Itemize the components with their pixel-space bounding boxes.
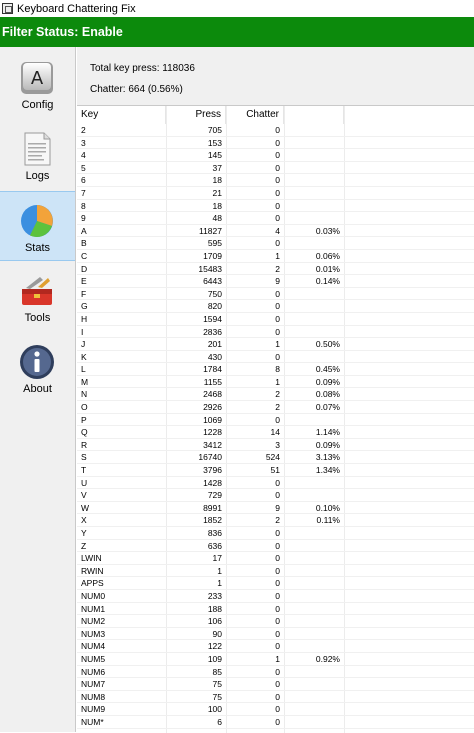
cell-key: RWIN	[81, 565, 104, 576]
nav-about-label: About	[23, 383, 52, 395]
cell-percent	[284, 590, 344, 602]
cell-key: 5	[81, 162, 86, 173]
header-press[interactable]: Press	[166, 106, 226, 124]
cell-percent	[284, 124, 344, 136]
cell-press: 48	[212, 213, 222, 224]
table-row[interactable]	[77, 502, 474, 515]
cell-percent	[284, 691, 344, 703]
cell-key: O	[81, 402, 88, 413]
table-row[interactable]	[77, 237, 474, 250]
cell-press: 595	[207, 238, 222, 249]
cell-chatter: 2	[275, 263, 280, 274]
cell-press: 1428	[203, 477, 222, 488]
cell-chatter: 0	[275, 590, 280, 601]
table-row[interactable]	[77, 212, 474, 225]
cell-press: 729	[207, 490, 222, 501]
cell-key: 2	[81, 125, 86, 135]
cell-key: NUM2	[81, 616, 106, 627]
cell-key: K	[81, 351, 87, 362]
cell-press: 16740	[198, 452, 222, 463]
cell-key: E	[81, 276, 87, 287]
cell-percent	[284, 640, 344, 652]
cell-press: 100	[207, 704, 222, 715]
cell-chatter: 524	[265, 452, 280, 463]
cell-percent: 0.07%	[315, 402, 340, 413]
cell-chatter: 0	[275, 578, 280, 589]
cell-chatter: 1	[275, 653, 280, 664]
cell-press: 145	[207, 150, 222, 161]
cell-chatter: 0	[275, 704, 280, 715]
nav-stats[interactable]	[0, 191, 75, 261]
cell-percent	[284, 174, 344, 186]
cell-press: 15483	[198, 263, 222, 274]
keyboard-key-icon	[18, 59, 56, 97]
cell-percent: 0.09%	[315, 376, 340, 387]
cell-chatter: 9	[275, 502, 280, 513]
table-row[interactable]	[77, 527, 474, 540]
cell-chatter: 14	[270, 427, 280, 438]
header-percent[interactable]	[284, 106, 344, 124]
table-row[interactable]	[77, 263, 474, 276]
cell-key: NUM5	[81, 653, 106, 664]
cell-chatter: 0	[275, 641, 280, 652]
cell-chatter: 3	[275, 439, 280, 450]
cell-key: F	[81, 288, 87, 299]
table-row[interactable]	[77, 351, 474, 364]
cell-percent: 0.50%	[315, 339, 340, 350]
cell-percent: 0.11%	[316, 515, 340, 526]
toolbox-icon	[18, 272, 56, 310]
cell-key: Z	[81, 540, 87, 551]
cell-percent: 0.08%	[315, 389, 340, 400]
cell-key: APPS	[81, 578, 104, 589]
cell-press: 90	[212, 628, 222, 639]
cell-percent	[284, 137, 344, 149]
cell-chatter: 8	[275, 364, 280, 375]
table-row[interactable]	[77, 426, 474, 439]
cell-percent	[284, 628, 344, 640]
cell-key: NUM8	[81, 691, 106, 702]
table-row[interactable]	[77, 590, 474, 603]
cell-key: 3	[81, 137, 86, 148]
cell-percent: 3.13%	[315, 452, 340, 463]
cell-percent	[284, 703, 344, 715]
cell-chatter: 4	[275, 225, 280, 236]
cell-chatter: 0	[275, 553, 280, 564]
nav-tools-label: Tools	[24, 312, 51, 324]
table-row[interactable]	[77, 464, 474, 477]
cell-percent: 0.45%	[315, 364, 340, 375]
cell-percent	[284, 540, 344, 552]
table-row[interactable]	[77, 716, 474, 729]
cell-key: 9	[81, 213, 86, 224]
table-row[interactable]	[77, 451, 474, 464]
cell-chatter: 0	[275, 150, 280, 161]
sidebar	[0, 47, 76, 732]
cell-percent	[284, 351, 344, 363]
cell-percent	[284, 187, 344, 199]
cell-percent	[284, 552, 344, 564]
table-row[interactable]	[77, 489, 474, 502]
table-row[interactable]	[77, 162, 474, 175]
table-row[interactable]	[77, 552, 474, 565]
cell-chatter: 0	[275, 162, 280, 173]
cell-press: 705	[207, 125, 222, 135]
info-icon	[18, 343, 56, 381]
cell-key: H	[81, 313, 88, 324]
cell-chatter: 0	[275, 691, 280, 702]
table-row[interactable]	[77, 401, 474, 414]
cell-key: S	[81, 452, 87, 463]
nav-about[interactable]	[0, 333, 75, 403]
cell-key: J	[81, 339, 86, 350]
cell-percent	[284, 577, 344, 589]
cell-percent	[284, 565, 344, 577]
title-bar[interactable]	[0, 0, 474, 17]
total-key-press: Total key press: 118036	[90, 63, 195, 74]
cell-chatter: 0	[275, 301, 280, 312]
cell-percent	[284, 527, 344, 539]
table-row[interactable]	[77, 149, 474, 162]
cell-press: 75	[212, 679, 222, 690]
cell-percent: 0.14%	[315, 276, 340, 287]
cell-percent	[284, 200, 344, 212]
cell-percent: 0.10%	[315, 502, 340, 513]
chatter-summary: Chatter: 664 (0.56%)	[90, 84, 183, 95]
cell-key: X	[81, 515, 87, 526]
cell-press: 18	[212, 200, 222, 211]
cell-key: B	[81, 238, 87, 249]
cell-chatter: 0	[275, 490, 280, 501]
cell-press: 17	[212, 553, 222, 564]
svg-text:A: A	[30, 68, 44, 89]
table-row[interactable]	[77, 174, 474, 187]
cell-press: 836	[207, 528, 222, 538]
cell-key: NUM0	[81, 590, 106, 601]
nav-stats-label: Stats	[24, 242, 51, 254]
cell-percent: 0.92%	[315, 653, 340, 664]
cell-press: 1784	[203, 364, 222, 375]
cell-press: 2836	[203, 326, 222, 337]
cell-chatter: 0	[275, 628, 280, 639]
cell-press: 21	[212, 187, 222, 198]
cell-key: L	[81, 364, 86, 375]
cell-press: 85	[212, 666, 222, 677]
cell-chatter: 51	[270, 465, 280, 476]
cell-chatter: 1	[275, 339, 280, 350]
cell-chatter: 2	[275, 402, 280, 413]
cell-press: 106	[207, 616, 222, 627]
cell-key: M	[81, 376, 89, 387]
app-window-icon	[2, 3, 13, 14]
table-row[interactable]	[77, 615, 474, 628]
stats-panel	[77, 47, 474, 732]
table-row[interactable]	[77, 703, 474, 716]
cell-chatter: 0	[275, 137, 280, 148]
cell-chatter: 0	[275, 477, 280, 488]
cell-percent	[284, 212, 344, 224]
cell-press: 6	[217, 716, 222, 727]
cell-key: T	[81, 465, 87, 476]
filter-status-bar	[0, 17, 474, 47]
cell-key: NUM*	[81, 716, 104, 727]
cell-percent: 0.01%	[315, 263, 340, 274]
cell-press: 2926	[203, 402, 222, 413]
cell-chatter: 0	[275, 213, 280, 224]
nav-logs[interactable]	[0, 120, 75, 190]
table-row[interactable]	[77, 477, 474, 490]
cell-key: I	[81, 326, 84, 337]
table-row[interactable]	[77, 187, 474, 200]
cell-chatter: 0	[275, 238, 280, 249]
cell-key: NUM3	[81, 628, 106, 639]
cell-press: 188	[207, 603, 222, 614]
filter-status-text: Filter Status: Enable	[2, 25, 123, 39]
cell-percent: 0.09%	[315, 439, 340, 450]
cell-percent: 0.03%	[315, 225, 340, 236]
cell-key: R	[81, 439, 88, 450]
cell-press: 2468	[203, 389, 222, 400]
cell-percent	[284, 678, 344, 690]
cell-percent	[284, 615, 344, 627]
cell-key: NUM4	[81, 641, 106, 652]
cell-chatter: 1	[275, 376, 280, 387]
cell-press: 3412	[203, 439, 222, 450]
cell-percent: 0.06%	[315, 250, 340, 261]
cell-chatter: 0	[275, 716, 280, 727]
cell-chatter: 2	[275, 389, 280, 400]
cell-press: 750	[207, 288, 222, 299]
cell-key: NUM6	[81, 666, 106, 677]
cell-press: 201	[207, 339, 222, 350]
cell-chatter: 1	[275, 250, 280, 261]
cell-key: 8	[81, 200, 86, 211]
nav-config[interactable]	[0, 49, 75, 119]
cell-percent	[284, 489, 344, 501]
cell-chatter: 0	[275, 187, 280, 198]
cell-percent	[284, 414, 344, 426]
table-row[interactable]	[77, 313, 474, 326]
cell-key: C	[81, 250, 88, 261]
cell-key: N	[81, 389, 88, 400]
document-icon	[18, 130, 56, 168]
cell-chatter: 0	[275, 540, 280, 551]
cell-chatter: 0	[275, 200, 280, 211]
table-row[interactable]	[77, 691, 474, 704]
table-row[interactable]	[77, 250, 474, 263]
cell-press: 1228	[203, 427, 222, 438]
cell-key: NUM1	[81, 603, 106, 614]
cell-key: A	[81, 225, 87, 236]
table-row[interactable]	[77, 640, 474, 653]
cell-chatter: 0	[275, 414, 280, 425]
cell-press: 11827	[198, 225, 222, 236]
cell-press: 233	[207, 590, 222, 601]
table-row[interactable]	[77, 514, 474, 527]
table-row[interactable]	[77, 628, 474, 641]
table-row[interactable]	[77, 225, 474, 238]
cell-key: 7	[81, 187, 86, 198]
cell-chatter: 0	[275, 603, 280, 614]
table-row[interactable]	[77, 338, 474, 351]
table-row[interactable]	[77, 137, 474, 150]
cell-chatter: 0	[275, 288, 280, 299]
cell-percent	[284, 149, 344, 161]
cell-press: 6443	[203, 276, 222, 287]
header-key[interactable]: Key	[77, 106, 166, 124]
cell-press: 1069	[203, 414, 222, 425]
table-header	[77, 106, 474, 124]
table-row[interactable]	[77, 540, 474, 553]
table-row[interactable]	[77, 300, 474, 313]
cell-chatter: 9	[275, 276, 280, 287]
table-rows	[77, 124, 474, 729]
window-title: Keyboard Chattering Fix	[17, 2, 136, 15]
cell-chatter: 0	[275, 125, 280, 135]
cell-percent	[284, 237, 344, 249]
table-row[interactable]	[77, 326, 474, 339]
cell-percent	[284, 326, 344, 338]
table-row[interactable]	[77, 439, 474, 452]
cell-chatter: 0	[275, 616, 280, 627]
cell-press: 37	[212, 162, 222, 173]
table-row[interactable]	[77, 275, 474, 288]
cell-chatter: 0	[275, 528, 280, 538]
cell-key: D	[81, 263, 88, 274]
cell-percent	[284, 716, 344, 728]
cell-press: 1852	[203, 515, 222, 526]
table-row[interactable]	[77, 376, 474, 389]
cell-chatter: 0	[275, 351, 280, 362]
cell-key: LWIN	[81, 553, 102, 564]
table-row[interactable]	[77, 124, 474, 137]
cell-percent	[284, 477, 344, 489]
nav-tools[interactable]	[0, 262, 75, 332]
table-row[interactable]	[77, 414, 474, 427]
cell-press: 75	[212, 691, 222, 702]
cell-chatter: 2	[275, 515, 280, 526]
cell-percent: 1.14%	[315, 427, 340, 438]
cell-press: 3796	[203, 465, 222, 476]
table-row[interactable]	[77, 565, 474, 578]
table-row[interactable]	[77, 577, 474, 590]
table-row[interactable]	[77, 200, 474, 213]
cell-key: W	[81, 502, 90, 513]
cell-press: 122	[207, 641, 222, 652]
cell-press: 1	[217, 565, 222, 576]
cell-percent: 1.34%	[315, 465, 340, 476]
cell-chatter: 0	[275, 175, 280, 186]
table-row[interactable]	[77, 666, 474, 679]
cell-press: 18	[212, 175, 222, 186]
table-row[interactable]	[77, 653, 474, 666]
cell-press: 109	[207, 653, 222, 664]
cell-press: 1155	[203, 376, 222, 387]
table-row[interactable]	[77, 288, 474, 301]
cell-key: NUM7	[81, 679, 106, 690]
header-chatter[interactable]: Chatter	[226, 106, 284, 124]
cell-press: 1709	[203, 250, 222, 261]
cell-chatter: 0	[275, 326, 280, 337]
cell-percent	[284, 162, 344, 174]
cell-key: Y	[81, 528, 87, 538]
table-row[interactable]	[77, 603, 474, 616]
cell-press: 430	[207, 351, 222, 362]
cell-chatter: 0	[275, 565, 280, 576]
cell-key: G	[81, 301, 88, 312]
cell-percent	[284, 666, 344, 678]
cell-percent	[284, 313, 344, 325]
cell-press: 636	[207, 540, 222, 551]
nav-config-label: Config	[21, 99, 54, 111]
cell-chatter: 0	[275, 313, 280, 324]
cell-press: 1	[217, 578, 222, 589]
table-row[interactable]	[77, 388, 474, 401]
cell-chatter: 0	[275, 666, 280, 677]
cell-key: V	[81, 490, 87, 501]
cell-key: U	[81, 477, 88, 488]
cell-key: 4	[81, 150, 86, 161]
table-row[interactable]	[77, 363, 474, 376]
cell-press: 8991	[203, 502, 222, 513]
cell-key: 6	[81, 175, 86, 186]
cell-key: NUM9	[81, 704, 106, 715]
cell-press: 820	[207, 301, 222, 312]
cell-press: 1594	[203, 313, 222, 324]
nav-logs-label: Logs	[25, 170, 50, 182]
stats-table[interactable]	[77, 105, 474, 733]
cell-key: Q	[81, 427, 88, 438]
cell-chatter: 0	[275, 679, 280, 690]
pie-chart-icon	[18, 202, 56, 240]
cell-percent	[284, 300, 344, 312]
cell-key: P	[81, 414, 87, 425]
cell-percent	[284, 288, 344, 300]
cell-press: 153	[207, 137, 222, 148]
table-row[interactable]	[77, 678, 474, 691]
cell-percent	[284, 603, 344, 615]
